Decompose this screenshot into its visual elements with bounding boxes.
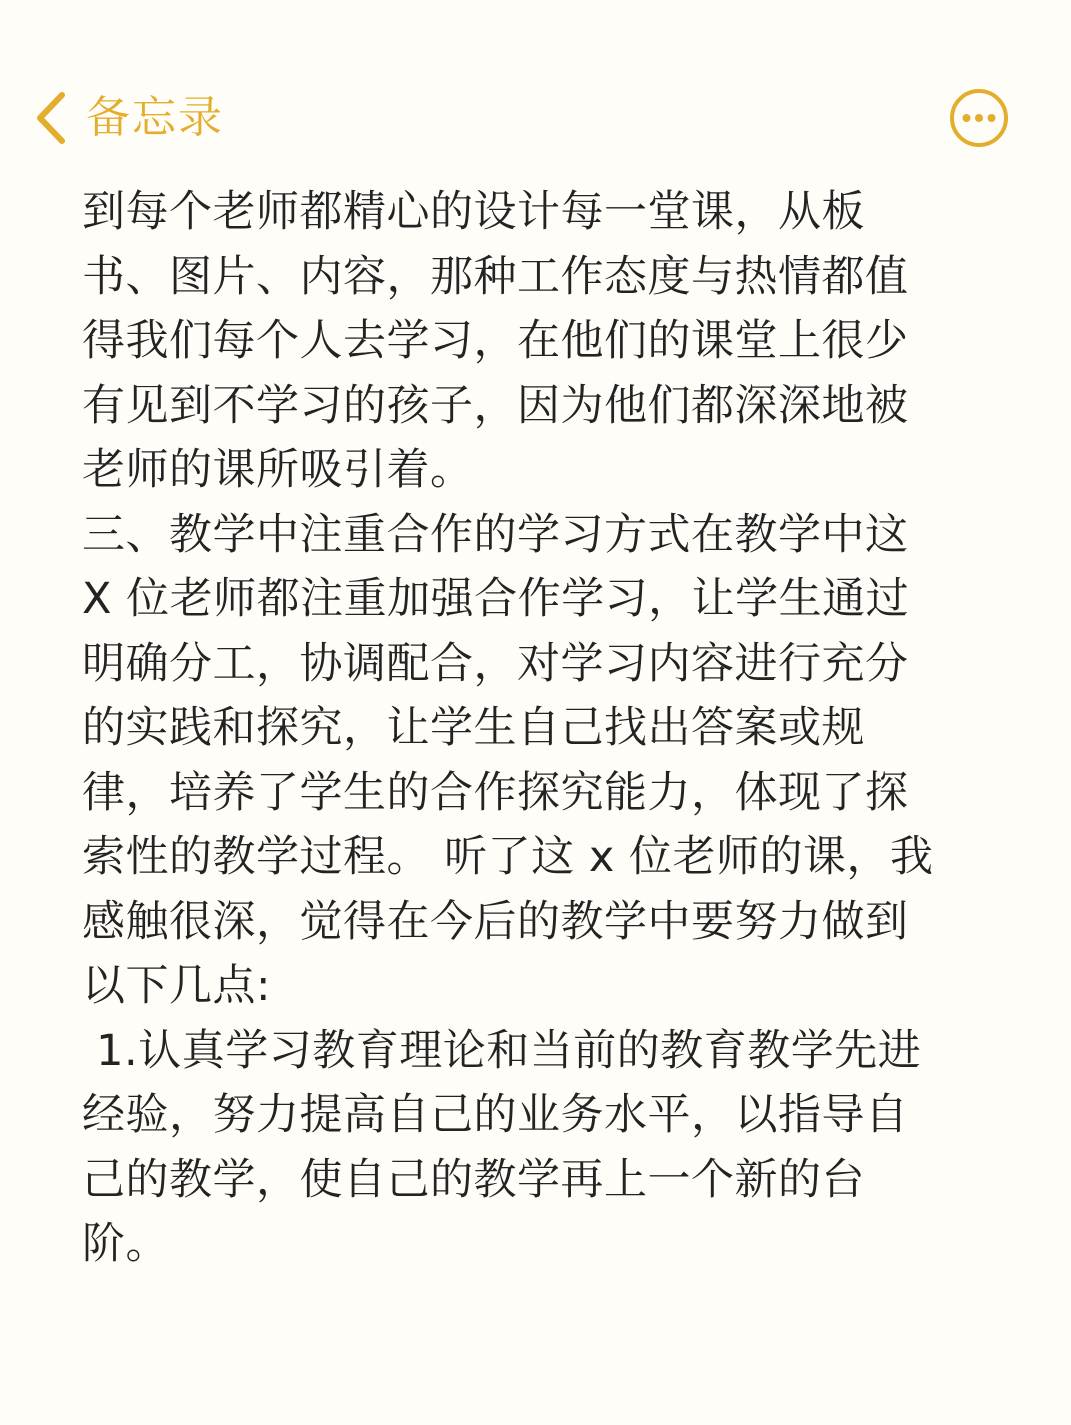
note-line: 得我们每个人去学习，在他们的课堂上很少 <box>82 316 909 366</box>
note-line: 1.认真学习教育理论和当前的教育教学先进 <box>82 1025 922 1076</box>
note-line: 到每个老师都精心的设计每一堂课，从板 <box>82 187 865 237</box>
note-body[interactable] <box>82 180 982 1277</box>
note-line: 的实践和探究，让学生自己找出答案或规 <box>82 703 865 753</box>
note-line: 感触很深，觉得在今后的教学中要努力做到 <box>82 896 909 947</box>
note-line: 书、图片、内容，那种工作态度与热情都值 <box>82 251 909 302</box>
note-line: 索性的教学过程。 听了这 x 位老师的课，我 <box>82 832 934 882</box>
note-line: 律，培养了学生的合作探究能力，体现了探 <box>82 767 909 818</box>
note-line: 阶。 <box>82 1219 169 1269</box>
chevron-left-icon <box>34 91 68 145</box>
note-line: 经验，努力提高自己的业务水平，以指导自 <box>82 1090 909 1140</box>
ellipsis-circle-icon <box>949 88 1009 148</box>
note-line: 以下几点: <box>82 961 271 1011</box>
note-line: 老师的课所吸引着。 <box>82 445 474 495</box>
note-line: 有见到不学习的孩子，因为他们都深深地被 <box>82 380 909 431</box>
more-options-button[interactable] <box>949 88 1009 148</box>
navigation-bar <box>0 78 1071 158</box>
note-line: X 位老师都注重加强合作学习，让学生通过 <box>82 574 910 624</box>
back-label: 备忘录 <box>86 92 224 143</box>
note-line: 三、教学中注重合作的学习方式在教学中这 <box>82 509 909 560</box>
note-line: 明确分工，协调配合，对学习内容进行充分 <box>82 638 909 689</box>
back-button[interactable] <box>34 86 224 150</box>
note-line: 己的教学，使自己的教学再上一个新的台 <box>82 1154 865 1205</box>
